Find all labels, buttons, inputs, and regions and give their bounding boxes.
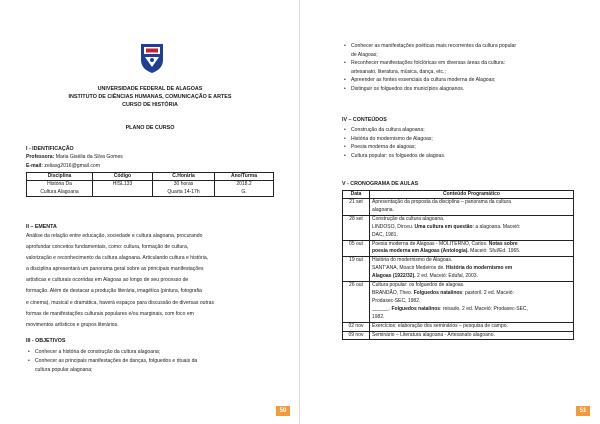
table-row: [343, 322, 574, 331]
row-date: 09 nov: [343, 331, 370, 340]
row-date: 21 set: [343, 199, 370, 216]
right-page: [300, 0, 600, 424]
cronograma-heading: V - CRONOGRAMA DE AULAS: [342, 181, 419, 187]
row-content: Construção da cultura alagoana. LINDOSO, Dirceu. Uma cultura em questão: a alagoana. Maceió: DAC, 1981.: [370, 215, 574, 240]
teacher-label: Professora:: [26, 154, 55, 160]
list-item: • Distinguir os folguedos dos municípios alagoanos.: [342, 85, 574, 94]
university-name: UNIVERSIDADE FEDERAL DE ALAGOAS: [97, 86, 203, 92]
email-address: zeliasg2016@gmail.com: [44, 163, 100, 169]
list-item: • Conhecer a história de construção da cultura alagoana;: [26, 348, 276, 357]
cell-carga: 30 horas Quarta 14-17h: [153, 181, 215, 197]
row-date: 02 nov: [343, 322, 370, 331]
course-name: CURSO DE HISTÓRIA: [122, 102, 178, 108]
email-label: E-mail:: [26, 163, 43, 169]
table-row: [343, 240, 574, 257]
list-item: • História do modernismo de Alagoas;: [342, 135, 574, 144]
list-item: • Reconhecer manifestações folclóricas em diversas áreas da cultura: artesanato, literatura, música, dança, etc.;: [342, 59, 574, 76]
page-number-right: 51: [576, 406, 590, 416]
objetivos-list: [26, 348, 276, 376]
list-item: • Conhecer as manifestações poéticas mais recorrentes da cultura popular de Alagoas;: [342, 42, 574, 59]
row-content: Apresentação da proposta da disciplina – panorama da cultura alagoana.: [370, 199, 574, 216]
conteudos-heading: IV – CONTEÚDOS: [342, 117, 387, 123]
document-title: PLANO DE CURSO: [125, 125, 175, 131]
row-content: Exercícios: elaboração dos seminários – pesquisa de campo.: [370, 322, 574, 331]
list-item: • Construção da cultura alagoana;: [342, 126, 574, 135]
row-date: 05 out: [343, 240, 370, 257]
list-item: • Apreender as fontes essenciais da cultura moderna de Alagoas;: [342, 76, 574, 85]
row-content: Cultura popular: os folguedos de alagoas. BRANDÃO, Theo. Folguedos natalinos: pastoril. 2 ed. Maceió: Prodasec-SEC, 1982. ______. Folguedos natalinos: reisado. 2 ed. Maceió: Prodasec-SEC, 1982.: [370, 282, 574, 323]
col-data: Data: [343, 191, 370, 199]
row-date: 19 out: [343, 257, 370, 282]
row-date: 26 out: [343, 282, 370, 323]
table-row: [343, 215, 574, 240]
table-row: [27, 181, 274, 197]
cell-disciplina: História Da Cultura Alagoana: [27, 181, 93, 197]
table-row: [343, 257, 574, 282]
list-item: • Cultura popular: os folguedos de alagoas.: [342, 152, 574, 161]
objetivos-continued-list: [342, 42, 574, 94]
table-header-row: [27, 173, 274, 181]
identification-heading: I - IDENTIFICAÇÃO: [26, 146, 74, 152]
teacher-name: Maria Gisélia da Silva Gomes: [55, 154, 123, 160]
cell-turma: 2018.2 G.: [215, 181, 274, 197]
email-line: [26, 163, 100, 171]
objetivos-heading: III - OBJETIVOS: [26, 338, 66, 344]
cell-codigo: HISL133: [93, 181, 153, 197]
page-number-left: 50: [276, 406, 290, 416]
teacher-line: [26, 154, 123, 162]
list-item: • Conhecer as principais manifestações de danças, folguedos e rituais da cultura popular alagoana;: [26, 357, 276, 376]
list-item: • Poesia moderna de alagoas;: [342, 143, 574, 152]
discipline-table: [26, 172, 274, 197]
col-conteudo: Conteúdo Programático: [370, 191, 574, 199]
col-codigo: Código: [93, 173, 153, 181]
conteudos-list: [342, 126, 574, 160]
table-header-row: [343, 191, 574, 199]
ementa-heading: II – EMENTA: [26, 224, 57, 230]
row-content: História do modernismo de Alagoas. SANT'ANA, Moacir Medeiros de. História do modernismo em Alagoas (1922/32). 2 ed. Maceió: Edufal, 2003.: [370, 257, 574, 282]
ementa-body: Análise da relação entre educação, sociedade e cultura alagoana, procurando aprofundar conceitos fundamentais, como: cultura, formação de cultura, valorização e reconhecimento da cultura alagoana. Articulando cultura e história, a disciplina apresentará um panorama geral sobre as principais manifestações artísticas e culturais ocorridas em Alagoas ao longo de seu processo de formação. Além de destacar a produção literária, imagética (pintura, fotografia e cinema), musical e dramática, haverá espaços para discussão de diversas outras formas de manifestações culturais populares e/ou marginais, com foco em movimentos artísticos e grupos literários.: [26, 233, 214, 328]
col-disciplina: Disciplina: [27, 173, 93, 181]
row-content: Seminário – Literatura alagoana - Artesanato alagoano.: [370, 331, 574, 340]
cronograma-table: [342, 190, 574, 340]
row-content: Poesia moderna de Alagoas - MOLITERNO, Carlos. Notas sobre poesia moderna em Alagoas (Antologia). Maceió: Sful/Ed. 1965.: [370, 240, 574, 257]
col-carga: C.Horária: [153, 173, 215, 181]
col-turma: Ano/Turma: [215, 173, 274, 181]
table-row: [343, 199, 574, 216]
row-date: 28 set: [343, 215, 370, 240]
institute-name: INSTITUTO DE CIÊNCIAS HUMANAS, COMUNICAÇÃO E ARTES: [68, 94, 232, 100]
table-row: [343, 331, 574, 340]
ufal-logo: [139, 42, 165, 74]
table-row: [343, 282, 574, 323]
